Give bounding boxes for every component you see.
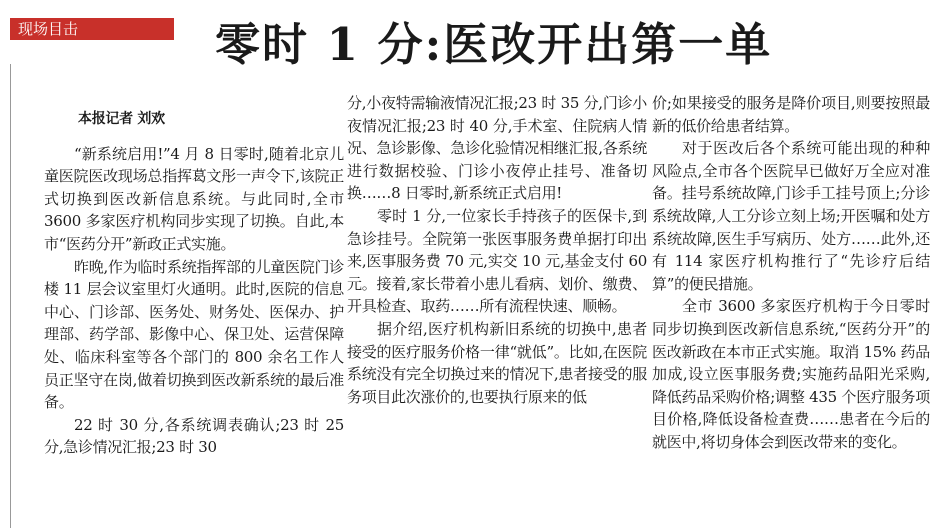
- paragraph: 分,小夜特需输液情况汇报;23 时 35 分,门诊小夜情况汇报;23 时 40 分,手术室、住院病人情况、急诊影像、急诊化验情况相继汇报,各系统进行数据校验、门诊小夜停止挂号、准备切换……8 日零时,新系统正式启用!: [347, 94, 647, 203]
- byline: 本报记者 刘欢: [78, 111, 165, 127]
- paragraph: 据介绍,医疗机构新旧系统的切换中,患者接受的医疗服务价格一律“就低”。比如,在医院系统没有完全切换过来的情况下,患者接受的服务项目此次涨价的,也要执行原来的低: [347, 319, 647, 406]
- paragraph: 22 时 30 分,各系统调表确认;23 时 25 分,急诊情况汇报;23 时 30: [44, 415, 344, 457]
- column-divider: [10, 64, 11, 528]
- article-column-2: [347, 92, 647, 408]
- article-column-3: [652, 92, 930, 454]
- headline: 零时 1 分:医改开出第一单: [215, 18, 773, 71]
- paragraph: “新系统启用!”4 月 8 日零时,随着北京儿童医院医改现场总指挥葛文彤一声令下,该院正式切换到医改新信息系统。与此同时,全市 3600 多家医疗机构同步实现了切换。自此,本市“医药分开”新政正式实施。: [44, 144, 344, 253]
- paragraph: 对于医改后各个系统可能出现的种种风险点,全市各个医院早已做好万全应对准备。挂号系统故障,门诊手工挂号顶上;分诊系统故障,人工分诊立刻上场;开医嘱和处方系统故障,医生手写病历、处方……此外,还有 114 家医疗机构推行了“先诊疗后结算”的便民措施。: [652, 139, 930, 293]
- paragraph: 全市 3600 多家医疗机构于今日零时同步切换到医改新信息系统,“医药分开”的医改新政在本市正式实施。取消 15% 药品加成,设立医事服务费;实施药品阳光采购,降低药品采购价格;调整 435 个医疗服务项目价格,降低设备检查费……患者在今后的就医中,将切身体会到医改带来的变化。: [652, 297, 930, 451]
- paragraph: 价;如果接受的服务是降价项目,则要按照最新的低价给患者结算。: [652, 94, 930, 135]
- section-tag: 现场目击: [10, 18, 174, 40]
- paragraph: 零时 1 分,一位家长手持孩子的医保卡,到急诊挂号。全院第一张医事服务费单据打印出来,医事服务费 70 元,实交 10 元,基金支付 60 元。接着,家长带着小患儿看病、划价、缴费、开具检查、取药……所有流程快速、顺畅。: [347, 206, 647, 316]
- paragraph: 昨晚,作为临时系统指挥部的儿童医院门诊楼 11 层会议室里灯火通明。此时,医院的信息中心、门诊部、医务处、财务处、医保办、护理部、药学部、影像中心、保卫处、运营保障处、临床科室等各个部门的 800 余名工作人员正坚守在岗,做着切换到医改新系统的最后准备。: [44, 257, 344, 412]
- article-column-1: [44, 108, 344, 459]
